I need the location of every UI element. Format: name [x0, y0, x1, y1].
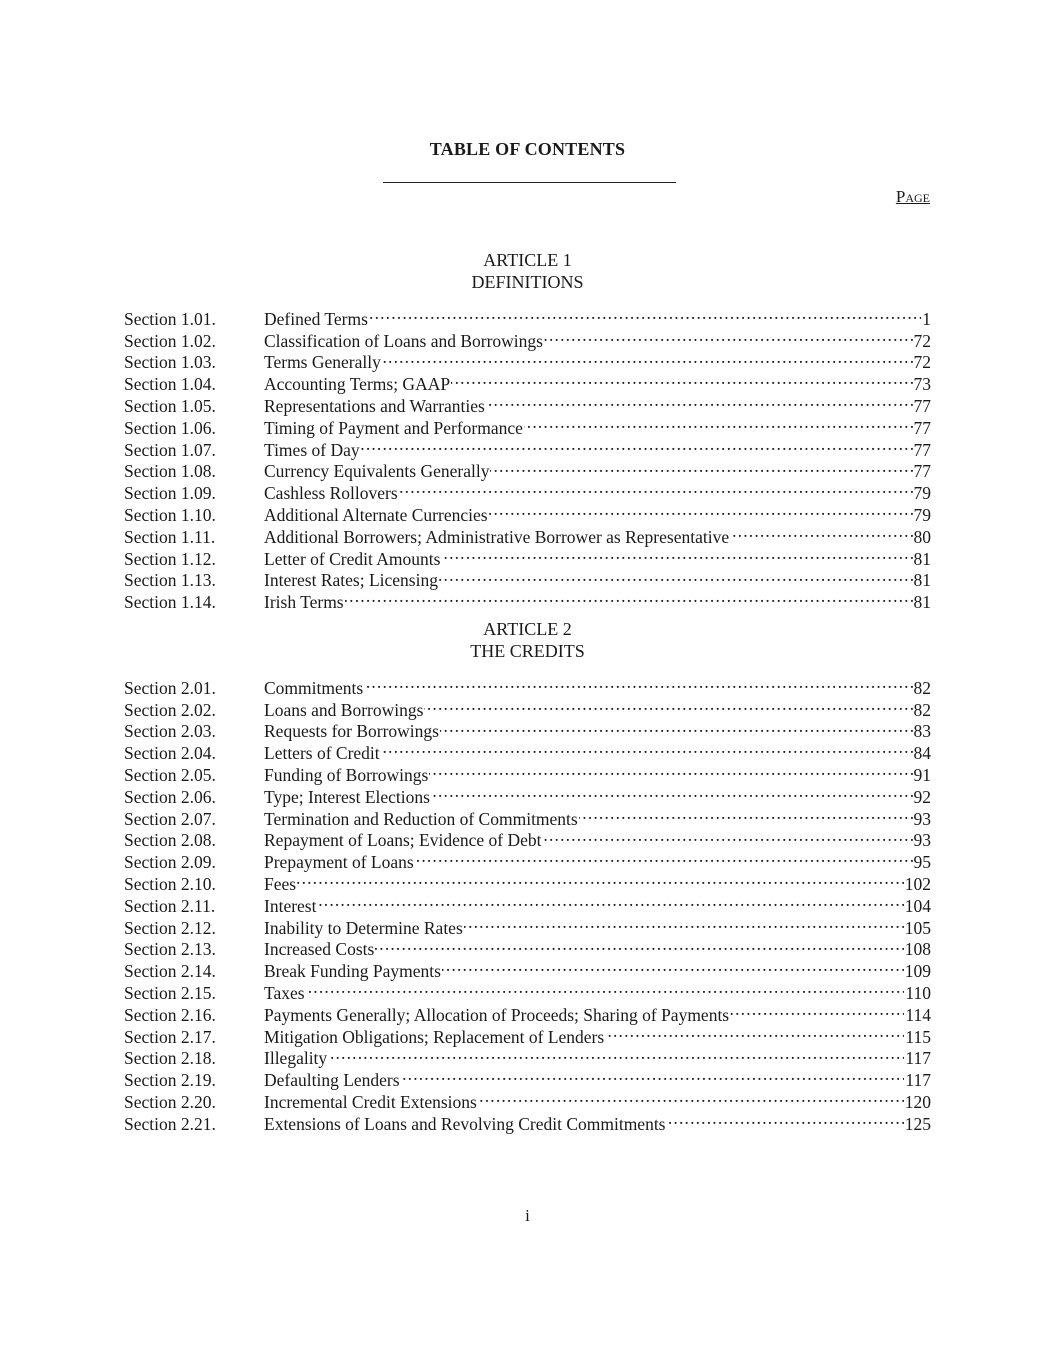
section-number: Section 1.10. — [124, 504, 216, 525]
dot-leader — [439, 565, 913, 587]
section-number: Section 2.16. — [124, 1004, 216, 1025]
section-page-number: 81 — [913, 548, 931, 569]
dot-leader — [490, 456, 912, 478]
section-title: Funding of Borrowings — [264, 764, 429, 785]
section-title: Interest Rates; Licensing — [264, 570, 438, 591]
article-2-heading — [0, 618, 1055, 662]
dot-leader — [451, 368, 912, 390]
article-1-entries — [124, 303, 931, 613]
section-title: Letters of Credit — [264, 743, 380, 764]
page-number: i — [525, 1206, 530, 1225]
dot-leader — [442, 955, 904, 977]
dot-leader — [381, 737, 913, 759]
section-number: Section 2.11. — [124, 895, 216, 916]
section-page-number: 104 — [904, 895, 931, 916]
section-page-number: 77 — [913, 417, 931, 438]
section-title: Additional Borrowers; Administrative Borrower as Representative — [264, 526, 730, 547]
section-title: Commitments — [264, 677, 364, 698]
section-page-number: 1 — [922, 308, 931, 329]
section-number: Section 2.15. — [124, 982, 216, 1003]
section-title: Terms Generally — [264, 352, 381, 373]
section-number: Section 2.01. — [124, 677, 216, 698]
section-number: Section 1.13. — [124, 570, 216, 591]
section-page-number: 80 — [913, 526, 931, 547]
dot-leader — [369, 303, 921, 325]
section-title: Inability to Determine Rates — [264, 917, 463, 938]
section-page-number: 93 — [913, 830, 931, 851]
section-number: Section 2.13. — [124, 939, 216, 960]
dot-leader — [415, 846, 913, 868]
section-title: Irish Terms — [264, 592, 344, 613]
section-title: Cashless Rollovers — [264, 483, 398, 504]
section-number: Section 1.01. — [124, 308, 216, 329]
section-number: Section 1.03. — [124, 352, 216, 373]
section-number: Section 2.10. — [124, 873, 216, 894]
section-title: Defaulting Lenders — [264, 1070, 400, 1091]
dot-leader — [524, 412, 913, 434]
section-title: Letter of Credit Amounts — [264, 548, 441, 569]
section-title: Representations and Warranties — [264, 395, 485, 416]
toc-entry[interactable] — [124, 672, 931, 698]
section-page-number: 108 — [904, 939, 931, 960]
dot-leader — [478, 1086, 904, 1108]
section-title: Classification of Loans and Borrowings — [264, 330, 543, 351]
section-number: Section 1.02. — [124, 330, 216, 351]
section-number: Section 2.08. — [124, 830, 216, 851]
section-title: Taxes — [264, 982, 305, 1003]
section-title: Accounting Terms; GAAP — [264, 374, 451, 395]
dot-leader — [464, 912, 904, 934]
section-page-number: 102 — [904, 873, 931, 894]
dot-leader — [328, 1043, 904, 1065]
section-page-number: 105 — [904, 917, 931, 938]
dot-leader — [730, 521, 912, 543]
section-title: Interest — [264, 895, 317, 916]
section-title: Type; Interest Elections — [264, 786, 430, 807]
section-title: Requests for Borrowings — [264, 721, 439, 742]
section-page-number: 72 — [913, 330, 931, 351]
section-title: Increased Costs — [264, 939, 375, 960]
section-number: Section 1.07. — [124, 439, 216, 460]
section-page-number: 84 — [913, 743, 931, 764]
section-page-number: 115 — [905, 1026, 931, 1047]
section-number: Section 2.17. — [124, 1026, 216, 1047]
dot-leader — [431, 781, 913, 803]
section-number: Section 2.21. — [124, 1113, 216, 1134]
section-number: Section 1.06. — [124, 417, 216, 438]
dot-leader — [667, 1108, 904, 1130]
section-page-number: 109 — [904, 961, 931, 982]
section-page-number: 83 — [913, 721, 931, 742]
section-number: Section 2.06. — [124, 786, 216, 807]
section-title: Timing of Payment and Performance — [264, 417, 523, 438]
section-page-number: 77 — [913, 395, 931, 416]
section-page-number: 120 — [904, 1091, 931, 1112]
dot-leader — [297, 868, 904, 890]
section-number: Section 1.09. — [124, 483, 216, 504]
section-number: Section 2.12. — [124, 917, 216, 938]
section-page-number: 77 — [913, 461, 931, 482]
section-number: Section 2.19. — [124, 1070, 216, 1091]
section-title: Incremental Credit Extensions — [264, 1091, 477, 1112]
section-title: Termination and Reduction of Commitments — [264, 808, 578, 829]
section-number: Section 2.20. — [124, 1091, 216, 1112]
section-number: Section 2.02. — [124, 699, 216, 720]
section-page-number: 110 — [905, 982, 931, 1003]
section-number: Section 2.09. — [124, 852, 216, 873]
dot-leader — [361, 434, 913, 456]
toc-title: TABLE OF CONTENTS — [429, 139, 626, 159]
section-title: Payments Generally; Allocation of Proceeds; Sharing of Payments — [264, 1004, 730, 1025]
page-column-heading: Page — [895, 187, 930, 206]
dot-leader — [399, 477, 913, 499]
section-number: Section 2.04. — [124, 743, 216, 764]
dot-leader — [424, 694, 912, 716]
title-rule — [383, 182, 676, 183]
section-title: Mitigation Obligations; Replacement of Lenders — [264, 1026, 605, 1047]
article-number: ARTICLE 1 — [483, 250, 572, 270]
section-page-number: 114 — [905, 1004, 931, 1025]
dot-leader — [542, 825, 912, 847]
section-title: Repayment of Loans; Evidence of Debt — [264, 830, 542, 851]
section-page-number: 93 — [913, 808, 931, 829]
section-number: Section 2.07. — [124, 808, 216, 829]
section-page-number: 82 — [913, 677, 931, 698]
dot-leader — [401, 1064, 905, 1086]
dot-leader — [429, 759, 912, 781]
section-page-number: 92 — [913, 786, 931, 807]
section-title: Loans and Borrowings — [264, 699, 424, 720]
section-title: Extensions of Loans and Revolving Credit Commitments — [264, 1113, 666, 1134]
section-title: Fees — [264, 873, 297, 894]
section-page-number: 117 — [905, 1070, 931, 1091]
section-title: Currency Equivalents Generally — [264, 461, 490, 482]
dot-leader — [730, 999, 904, 1021]
article-1-heading — [0, 249, 1055, 293]
section-number: Section 1.14. — [124, 592, 216, 613]
article-name: DEFINITIONS — [471, 272, 584, 292]
section-page-number: 79 — [913, 504, 931, 525]
section-page-number: 82 — [913, 699, 931, 720]
dot-leader — [375, 934, 903, 956]
section-title: Times of Day — [264, 439, 360, 460]
section-page-number: 79 — [913, 483, 931, 504]
section-title: Defined Terms — [264, 308, 368, 329]
section-page-number: 117 — [905, 1048, 931, 1069]
dot-leader — [306, 977, 905, 999]
section-page-number: 81 — [913, 592, 931, 613]
section-page-number: 73 — [913, 374, 931, 395]
dot-leader — [382, 347, 913, 369]
section-page-number: 125 — [904, 1113, 931, 1134]
dot-leader — [440, 716, 913, 738]
dot-leader — [317, 890, 903, 912]
article-number: ARTICLE 2 — [483, 619, 572, 639]
section-number: Section 1.08. — [124, 461, 216, 482]
dot-leader — [579, 803, 913, 825]
section-page-number: 91 — [913, 764, 931, 785]
section-number: Section 2.14. — [124, 961, 216, 982]
section-number: Section 2.05. — [124, 764, 216, 785]
section-number: Section 1.05. — [124, 395, 216, 416]
section-title: Break Funding Payments — [264, 961, 441, 982]
section-number: Section 2.03. — [124, 721, 216, 742]
section-number: Section 1.11. — [124, 526, 216, 547]
section-title: Additional Alternate Currencies — [264, 504, 488, 525]
section-page-number: 81 — [913, 570, 931, 591]
dot-leader — [345, 586, 913, 608]
dot-leader — [489, 499, 913, 521]
dot-leader — [544, 325, 913, 347]
section-title: Prepayment of Loans — [264, 852, 414, 873]
section-number: Section 1.12. — [124, 548, 216, 569]
article-name: THE CREDITS — [470, 641, 585, 661]
dot-leader — [364, 672, 912, 694]
toc-entry[interactable] — [124, 303, 931, 329]
section-title: Illegality — [264, 1048, 328, 1069]
section-number: Section 2.18. — [124, 1048, 216, 1069]
section-page-number: 77 — [913, 439, 931, 460]
section-number: Section 1.04. — [124, 374, 216, 395]
section-page-number: 72 — [913, 352, 931, 373]
dot-leader — [486, 390, 913, 412]
article-2-entries — [124, 672, 931, 1134]
section-page-number: 95 — [913, 852, 931, 873]
dot-leader — [441, 543, 912, 565]
dot-leader — [605, 1021, 904, 1043]
